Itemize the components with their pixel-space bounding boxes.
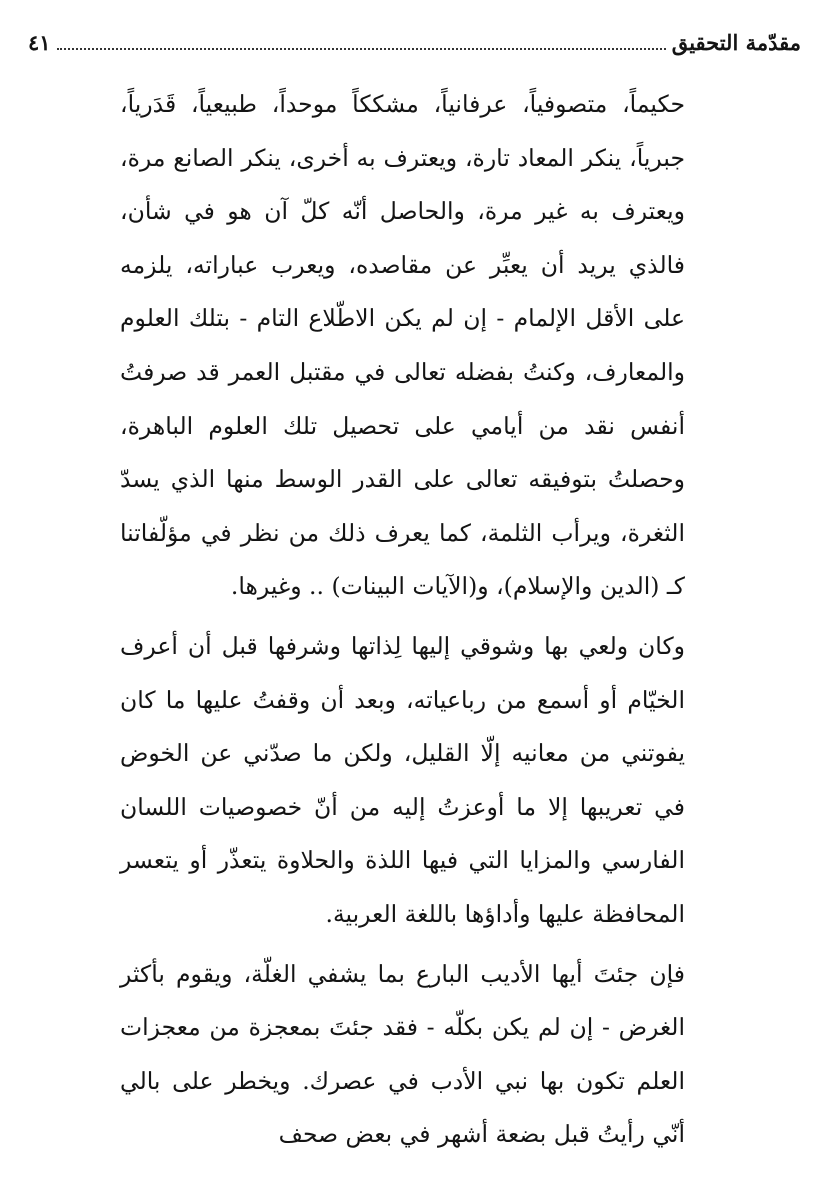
page-number: ٤١ <box>28 30 51 55</box>
paragraph-2: وكان ولعي بها وشوقي إليها لِذاتها وشرفها قبل أن أعرف الخيّام أو أسمع من رباعياته، وبعد أن وقفتُ عليها ما كان يفوتني من معانيه إلّا القليل، ولكن ما صدّني عن الخوض في تعريبها إلا ما أوعزتُ إليه من أنّ خصوصيات اللسان الفارسي والمزايا التي فيها اللذة والحلاوة يتعذّر أو يتعسر المحافظة عليها وأداؤها باللغة العربية. <box>120 631 685 928</box>
dotted-leader <box>57 48 666 50</box>
body-text <box>120 78 685 1162</box>
chapter-title: مقدّمة التحقيق <box>671 30 801 55</box>
running-header <box>28 28 801 58</box>
paragraph-3: فإن جئتَ أيها الأديب البارع بما يشفي الغلّة، ويقوم بأكثر الغرض - إن لم يكن بكلّه - فقد جئتَ بمعجزة من معجزات العلم تكون بها نبي الأدب في عصرك. ويخطر على بالي أنّي رأيتُ قبل بضعة أشهر في بعض صحف <box>120 959 685 1149</box>
paragraph-1: حكيماً، متصوفياً، عرفانياً، مشككاً موحداً، طبيعياً، قَدَرياً، جبرياً، ينكر المعاد تارة، ويعترف به أخرى، ينكر الصانع مرة، ويعترف به غير مرة، والحاصل أنّه كلّ آن هو في شأن، فالذي يريد أن يعبِّر عن مقاصده، ويعرب عباراته، يلزمه على الأقل الإلمام - إن لم يكن الاطّلاع التام - بتلك العلوم والمعارف، وكنتُ بفضله تعالى في مقتبل العمر قد صرفتُ أنفس نقد من أيامي على تحصيل تلك العلوم الباهرة، وحصلتُ بتوفيقه تعالى على القدر الوسط منها الذي يسدّ الثغرة، ويرأب الثلمة، كما يعرف ذلك من نظر في مؤلّفاتنا كـ (الدين والإسلام)، و(الآيات البينات) .. وغيرها. <box>120 90 685 601</box>
